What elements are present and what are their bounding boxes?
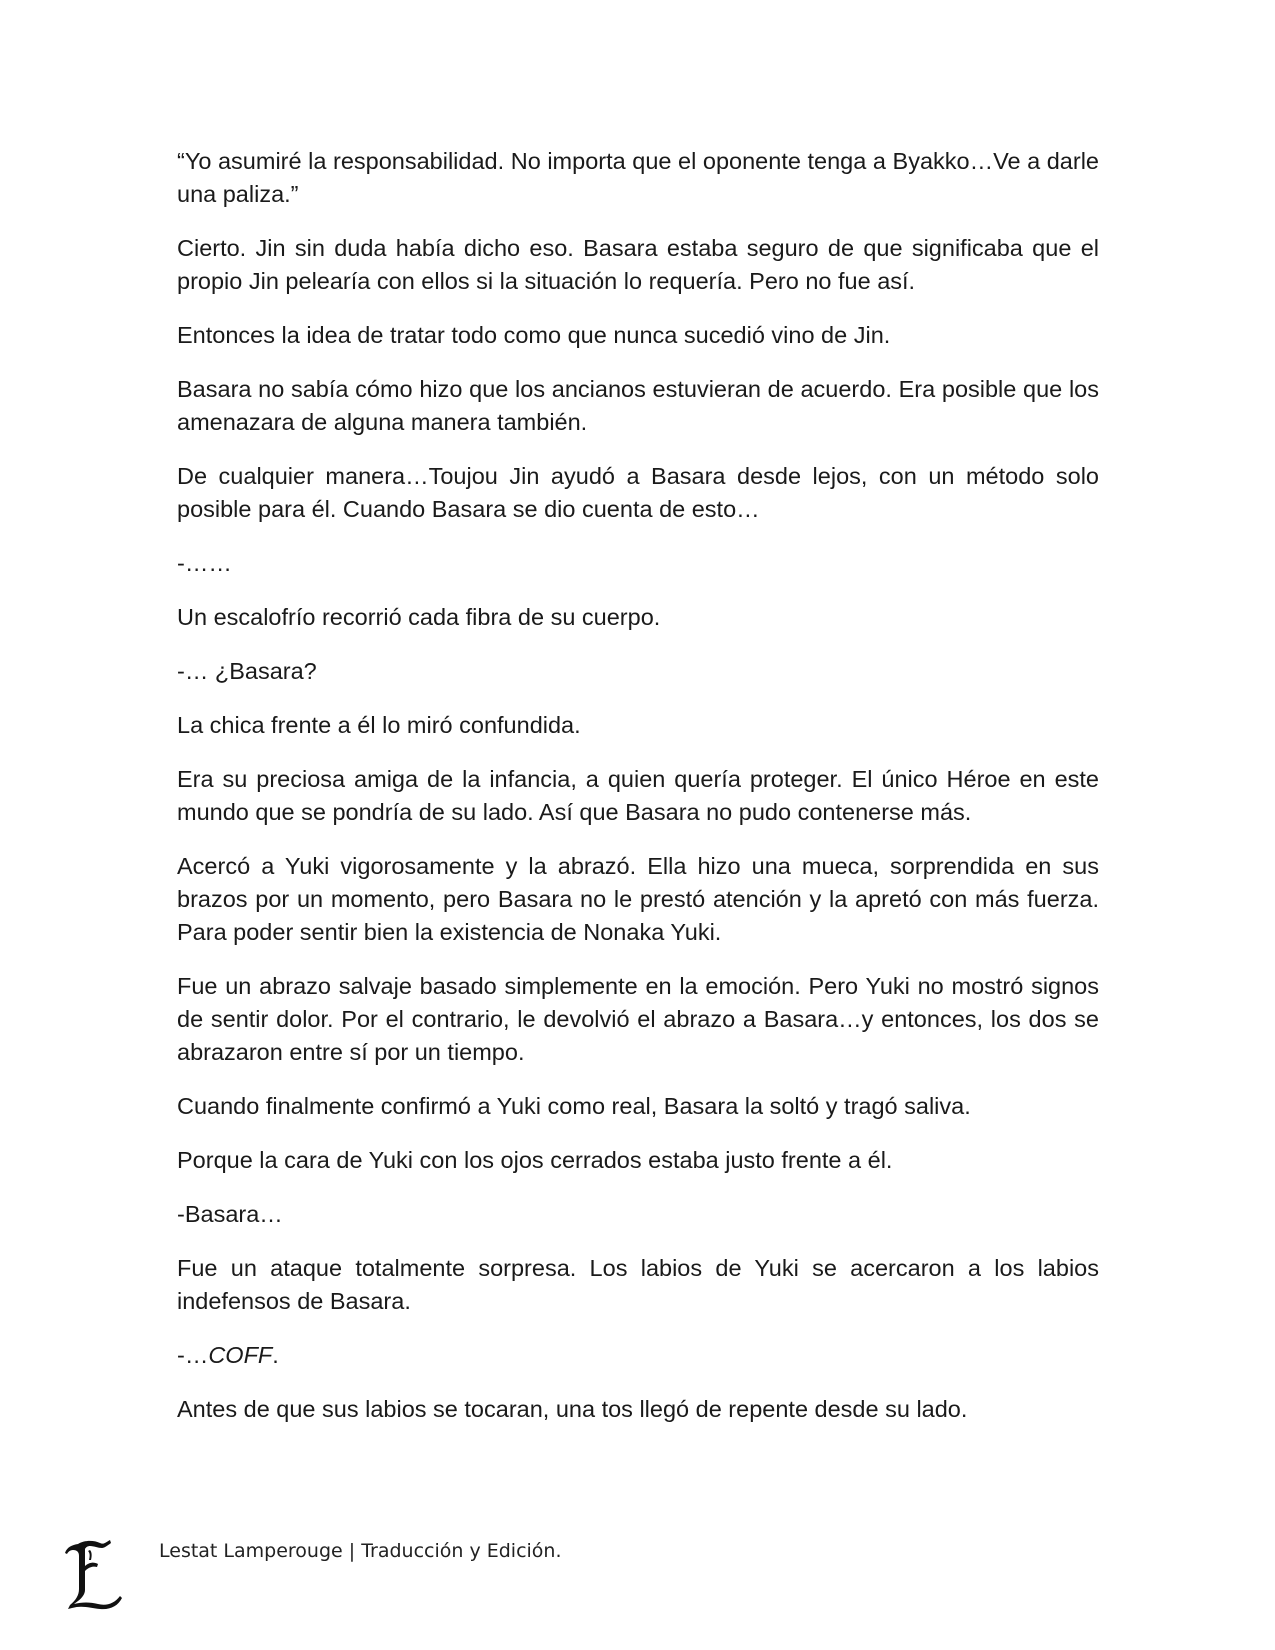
paragraph: Acercó a Yuki vigorosamente y la abrazó. Ella hizo una mueca, sorprendida en sus brazos por un momento, pero Basara no le prestó atención y la apretó con más fuerza. Para poder sentir bien la existencia de Nonaka Yuki. xyxy=(177,853,1099,945)
paragraph: “Yo asumiré la responsabilidad. No importa que el oponente tenga a Byakko…Ve a darle una paliza.” xyxy=(177,148,1099,207)
paragraph: Cuando finalmente confirmó a Yuki como real, Basara la soltó y tragó saliva. xyxy=(177,1093,971,1119)
paragraph: De cualquier manera…Toujou Jin ayudó a Basara desde lejos, con un método solo posible para él. Cuando Basara se dio cuenta de esto… xyxy=(177,463,1099,522)
paragraph: -… ¿Basara? xyxy=(177,658,317,684)
paragraph: Basara no sabía cómo hizo que los ancianos estuvieran de acuerdo. Era posible que los amenazara de alguna manera también. xyxy=(177,376,1099,435)
paragraph: Entonces la idea de tratar todo como que nunca sucedió vino de Jin. xyxy=(177,322,891,348)
coff-suffix: . xyxy=(272,1342,279,1368)
page-footer xyxy=(64,1538,764,1618)
footer-credit: Lestat Lamperouge | Traducción y Edición. xyxy=(159,1540,562,1562)
gothic-letter-l-icon xyxy=(64,1538,126,1610)
paragraph: Fue un ataque totalmente sorpresa. Los labios de Yuki se acercaron a los labios indefensos de Basara. xyxy=(177,1255,1099,1314)
paragraph: Porque la cara de Yuki con los ojos cerrados estaba justo frente a él. xyxy=(177,1147,893,1173)
paragraph: -Basara… xyxy=(177,1201,283,1227)
paragraph: Antes de que sus labios se tocaran, una tos llegó de repente desde su lado. xyxy=(177,1396,968,1422)
paragraph: Un escalofrío recorrió cada fibra de su cuerpo. xyxy=(177,604,661,630)
paragraph: Cierto. Jin sin duda había dicho eso. Basara estaba seguro de que significaba que el propio Jin pelearía con ellos si la situación lo requería. Pero no fue así. xyxy=(177,235,1099,294)
paragraph: La chica frente a él lo miró confundida. xyxy=(177,712,581,738)
coff-paragraph xyxy=(177,1339,1099,1372)
paragraph: Fue un abrazo salvaje basado simplemente en la emoción. Pero Yuki no mostró signos de sentir dolor. Por el contrario, le devolvió el abrazo a Basara…y entonces, los dos se abrazaron entre sí por un tiempo. xyxy=(177,973,1099,1065)
coff-emphasis: COFF xyxy=(208,1342,273,1368)
page-body xyxy=(177,145,1099,1447)
coff-prefix: -… xyxy=(177,1342,209,1368)
paragraph: Era su preciosa amiga de la infancia, a quien quería proteger. El único Héroe en este mundo que se pondría de su lado. Así que Basara no pudo contenerse más. xyxy=(177,766,1099,825)
paragraph: -…… xyxy=(177,550,232,576)
